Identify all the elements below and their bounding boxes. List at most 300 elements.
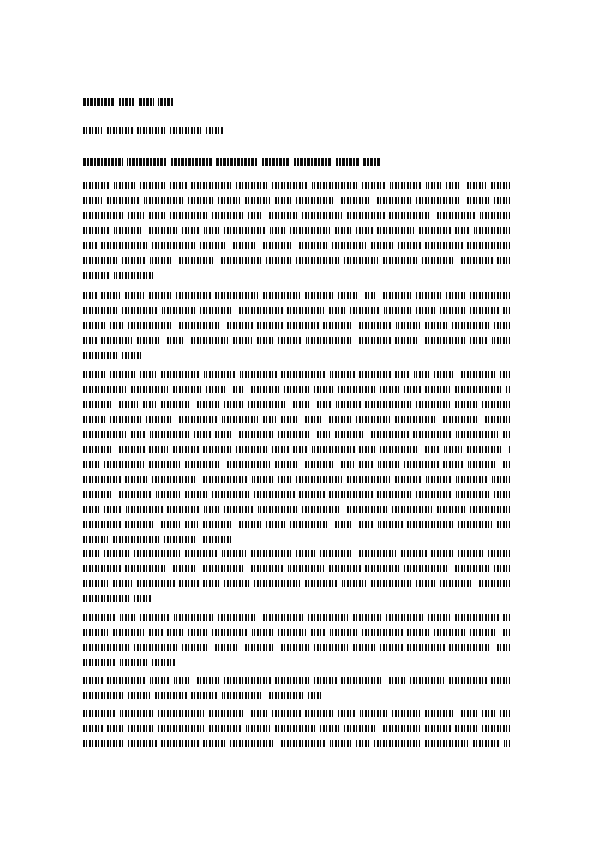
word-space — [403, 643, 407, 652]
word-space — [356, 709, 360, 718]
word-space — [381, 613, 385, 622]
word-space — [156, 370, 160, 379]
word-space — [211, 291, 215, 300]
word-space — [108, 535, 112, 544]
paragraph-line — [83, 659, 175, 666]
word-space — [198, 520, 202, 529]
word-space — [348, 643, 352, 652]
word-space — [327, 241, 331, 250]
paragraph-line — [83, 416, 510, 423]
paragraph-line — [83, 580, 510, 587]
word-space — [183, 628, 187, 637]
word-space — [445, 643, 449, 652]
word-space — [129, 549, 133, 558]
word-space — [270, 724, 274, 733]
paragraph-line — [83, 521, 510, 528]
word-space — [491, 643, 495, 652]
word-space — [455, 256, 459, 265]
word-space — [441, 181, 445, 190]
word-space — [292, 549, 296, 558]
word-space — [451, 724, 455, 733]
word-space — [497, 460, 501, 469]
word-space — [197, 475, 201, 484]
word-space — [170, 676, 174, 685]
word-space — [335, 196, 339, 205]
word-space — [177, 643, 181, 652]
word-space — [267, 445, 271, 454]
word-space — [190, 430, 194, 439]
word-space — [450, 400, 454, 409]
word-space — [378, 256, 382, 265]
word-space — [122, 505, 126, 514]
word-space — [97, 241, 101, 250]
word-space — [218, 691, 222, 700]
word-space — [412, 291, 416, 300]
word-space — [311, 430, 315, 439]
word-space — [273, 336, 277, 345]
word-space — [323, 415, 327, 424]
word-space — [292, 475, 296, 484]
word-space — [477, 709, 481, 718]
word-space — [228, 336, 232, 345]
word-space — [311, 400, 315, 409]
word-space — [116, 658, 120, 667]
word-space — [454, 520, 458, 529]
word-space — [499, 613, 503, 622]
word-space — [403, 628, 407, 637]
word-space — [450, 385, 454, 394]
word-space — [102, 196, 106, 205]
word-space — [365, 430, 369, 439]
paragraph-line — [83, 550, 510, 557]
word-space — [180, 549, 184, 558]
word-space — [437, 415, 441, 424]
word-space — [316, 724, 320, 733]
word-space — [180, 460, 184, 469]
word-space — [371, 196, 375, 205]
word-space — [385, 211, 389, 220]
word-space — [496, 709, 500, 718]
word-space — [284, 564, 288, 573]
word-space — [257, 241, 261, 250]
word-space — [105, 370, 109, 379]
word-space — [380, 306, 384, 315]
word-space — [138, 400, 142, 409]
word-space — [199, 445, 203, 454]
word-space — [267, 181, 271, 190]
word-space — [353, 520, 357, 529]
word-space — [220, 579, 224, 588]
paragraph-line — [83, 565, 510, 572]
word-space — [420, 321, 424, 330]
word-space — [166, 157, 170, 166]
word-space — [376, 643, 380, 652]
word-space — [132, 579, 136, 588]
word-space — [143, 226, 147, 235]
word-space — [286, 226, 290, 235]
word-space — [286, 520, 290, 529]
word-space — [249, 490, 253, 499]
word-space — [420, 709, 424, 718]
word-space — [197, 535, 201, 544]
paragraph-line — [83, 371, 510, 378]
word-space — [246, 549, 250, 558]
word-space — [298, 211, 302, 220]
word-space — [377, 291, 381, 300]
word-space — [366, 579, 370, 588]
word-space — [207, 211, 211, 220]
word-space — [166, 126, 170, 135]
word-space — [167, 564, 171, 573]
word-space — [274, 430, 278, 439]
word-space — [308, 445, 312, 454]
word-space — [338, 579, 342, 588]
word-space — [283, 306, 287, 315]
word-space — [116, 709, 120, 718]
word-space — [319, 321, 323, 330]
paragraph-line — [83, 401, 510, 408]
word-space — [451, 226, 455, 235]
word-space — [453, 549, 457, 558]
word-space — [136, 181, 140, 190]
paragraph-line — [83, 386, 510, 393]
word-space — [299, 415, 303, 424]
word-space — [291, 256, 295, 265]
word-space — [252, 336, 256, 345]
word-space — [464, 460, 468, 469]
word-space — [339, 256, 343, 265]
word-space — [399, 460, 403, 469]
word-space — [166, 181, 170, 190]
word-space — [146, 430, 150, 439]
word-space — [501, 385, 505, 394]
word-space — [332, 400, 336, 409]
word-space — [309, 676, 313, 685]
word-space — [257, 613, 261, 622]
word-space — [124, 739, 128, 748]
word-space — [300, 291, 304, 300]
word-space — [329, 520, 333, 529]
word-space — [394, 241, 398, 250]
word-space — [173, 256, 177, 265]
word-space — [257, 157, 261, 166]
word-space — [497, 628, 501, 637]
word-space — [248, 628, 252, 637]
word-space — [200, 370, 204, 379]
word-space — [386, 181, 390, 190]
word-space — [154, 709, 158, 718]
word-space — [342, 211, 346, 220]
word-space — [142, 415, 146, 424]
word-space — [261, 256, 265, 265]
word-space — [242, 724, 246, 733]
word-space — [452, 430, 456, 439]
word-space — [118, 306, 122, 315]
word-space — [100, 505, 104, 514]
word-space — [267, 709, 271, 718]
word-space — [406, 676, 410, 685]
word-space — [123, 321, 127, 330]
word-space — [341, 505, 345, 514]
word-space — [432, 505, 436, 514]
word-space — [100, 549, 104, 558]
word-space — [440, 445, 444, 454]
word-space — [233, 306, 237, 315]
word-space — [430, 370, 434, 379]
word-space — [249, 579, 253, 588]
word-space — [315, 549, 319, 558]
word-space — [173, 321, 177, 330]
word-space — [239, 643, 243, 652]
word-space — [470, 226, 474, 235]
word-space — [245, 564, 249, 573]
word-space — [253, 321, 257, 330]
word-space — [236, 370, 240, 379]
word-space — [306, 628, 310, 637]
word-space — [271, 676, 275, 685]
word-space — [155, 520, 159, 529]
word-space — [483, 549, 487, 558]
word-space — [200, 505, 204, 514]
word-space — [135, 370, 139, 379]
word-space — [232, 445, 236, 454]
word-space — [126, 430, 130, 439]
word-space — [270, 460, 274, 469]
word-space — [421, 241, 425, 250]
word-space — [355, 370, 359, 379]
word-space — [156, 400, 160, 409]
word-space — [422, 181, 426, 190]
word-space — [342, 475, 346, 484]
word-space — [351, 415, 355, 424]
word-space — [409, 430, 413, 439]
paragraph-line — [83, 337, 510, 344]
word-space — [498, 430, 502, 439]
word-space — [211, 430, 215, 439]
word-space — [280, 385, 284, 394]
word-space — [116, 613, 120, 622]
word-space — [233, 430, 237, 439]
word-space — [263, 211, 267, 220]
word-space — [173, 415, 177, 424]
word-space — [277, 370, 281, 379]
word-space — [124, 691, 128, 700]
paragraph-line — [83, 322, 510, 329]
word-space — [208, 628, 212, 637]
paragraph-line — [83, 536, 231, 543]
word-space — [473, 579, 477, 588]
word-space — [493, 256, 497, 265]
paragraph-line — [83, 352, 143, 359]
word-space — [450, 613, 454, 622]
word-space — [419, 336, 423, 345]
word-space — [153, 724, 157, 733]
word-space — [290, 157, 294, 166]
word-space — [214, 613, 218, 622]
word-space — [121, 564, 125, 573]
word-space — [178, 226, 182, 235]
word-space — [418, 256, 422, 265]
word-space — [133, 126, 137, 135]
document-title — [83, 98, 173, 106]
word-space — [221, 321, 225, 330]
word-space — [383, 676, 387, 685]
word-space — [191, 400, 195, 409]
word-space — [191, 676, 195, 685]
word-space — [168, 385, 172, 394]
word-space — [421, 385, 425, 394]
paragraph-line — [83, 614, 510, 621]
word-space — [503, 445, 507, 454]
word-space — [214, 196, 218, 205]
word-space — [461, 181, 465, 190]
word-space — [374, 460, 378, 469]
word-space — [309, 385, 313, 394]
word-space — [204, 724, 208, 733]
word-space — [245, 709, 249, 718]
word-space — [359, 291, 363, 300]
word-space — [335, 460, 339, 469]
word-space — [118, 256, 122, 265]
word-space — [477, 724, 481, 733]
word-space — [180, 520, 184, 529]
word-space — [254, 505, 258, 514]
word-space — [366, 241, 370, 250]
word-space — [293, 241, 297, 250]
word-space — [326, 739, 330, 748]
word-space — [126, 385, 130, 394]
word-space — [275, 643, 279, 652]
word-space — [100, 460, 104, 469]
word-space — [121, 520, 125, 529]
word-space — [330, 226, 334, 235]
paragraph-line — [83, 740, 510, 747]
word-space — [324, 564, 328, 573]
word-space — [144, 460, 148, 469]
word-space — [500, 739, 504, 748]
word-space — [115, 97, 119, 106]
word-space — [499, 306, 503, 315]
word-space — [275, 739, 279, 748]
word-space — [110, 226, 114, 235]
word-space — [468, 739, 472, 748]
word-space — [439, 460, 443, 469]
word-space — [299, 460, 303, 469]
word-space — [487, 676, 491, 685]
word-space — [147, 658, 151, 667]
word-space — [308, 181, 312, 190]
paragraph-line — [83, 307, 510, 314]
word-space — [374, 520, 378, 529]
word-space — [419, 445, 423, 454]
word-space — [455, 370, 459, 379]
word-space — [218, 549, 222, 558]
word-space — [412, 306, 416, 315]
word-space — [289, 445, 293, 454]
word-space — [97, 291, 101, 300]
word-space — [291, 196, 295, 205]
word-space — [276, 415, 280, 424]
word-space — [220, 400, 224, 409]
word-space — [301, 709, 305, 718]
word-space — [337, 676, 341, 685]
word-space — [490, 564, 494, 573]
word-space — [244, 400, 248, 409]
word-space — [390, 415, 394, 424]
word-space — [334, 291, 338, 300]
word-space — [465, 505, 469, 514]
word-space — [262, 520, 266, 529]
word-space — [113, 445, 117, 454]
word-space — [287, 400, 291, 409]
word-space — [120, 291, 124, 300]
word-space — [387, 709, 391, 718]
word-space — [377, 724, 381, 733]
word-space — [199, 739, 203, 748]
word-space — [412, 196, 416, 205]
word-space — [392, 321, 396, 330]
word-space — [422, 475, 426, 484]
word-space — [441, 291, 445, 300]
paragraph-line — [83, 197, 510, 204]
word-space — [353, 336, 357, 345]
paragraph-line — [83, 710, 510, 717]
paragraph-line — [83, 692, 321, 699]
word-space — [478, 400, 482, 409]
word-space — [118, 351, 122, 360]
word-space — [266, 226, 270, 235]
word-space — [274, 475, 278, 484]
word-space — [455, 709, 459, 718]
word-space — [489, 321, 493, 330]
word-space — [333, 709, 337, 718]
word-space — [462, 445, 466, 454]
word-space — [283, 321, 287, 330]
word-space — [168, 445, 172, 454]
word-space — [183, 196, 187, 205]
word-space — [303, 691, 307, 700]
word-space — [295, 490, 299, 499]
word-space — [326, 628, 330, 637]
word-space — [414, 226, 418, 235]
word-space — [391, 370, 395, 379]
word-space — [187, 181, 191, 190]
word-space — [373, 226, 377, 235]
word-space — [110, 271, 114, 280]
word-space — [332, 157, 336, 166]
word-space — [231, 181, 235, 190]
word-space — [163, 505, 167, 514]
word-space — [185, 336, 189, 345]
word-space — [123, 211, 127, 220]
word-space — [108, 628, 112, 637]
word-space — [166, 211, 170, 220]
word-space — [175, 579, 179, 588]
word-space — [375, 445, 379, 454]
word-space — [201, 126, 205, 135]
word-space — [197, 564, 201, 573]
word-space — [129, 594, 133, 603]
word-space — [353, 549, 357, 558]
word-space — [466, 628, 470, 637]
word-space — [199, 579, 203, 588]
word-space — [399, 564, 403, 573]
word-space — [209, 643, 213, 652]
word-space — [200, 226, 204, 235]
word-space — [146, 256, 150, 265]
word-space — [361, 564, 365, 573]
word-space — [396, 549, 400, 558]
